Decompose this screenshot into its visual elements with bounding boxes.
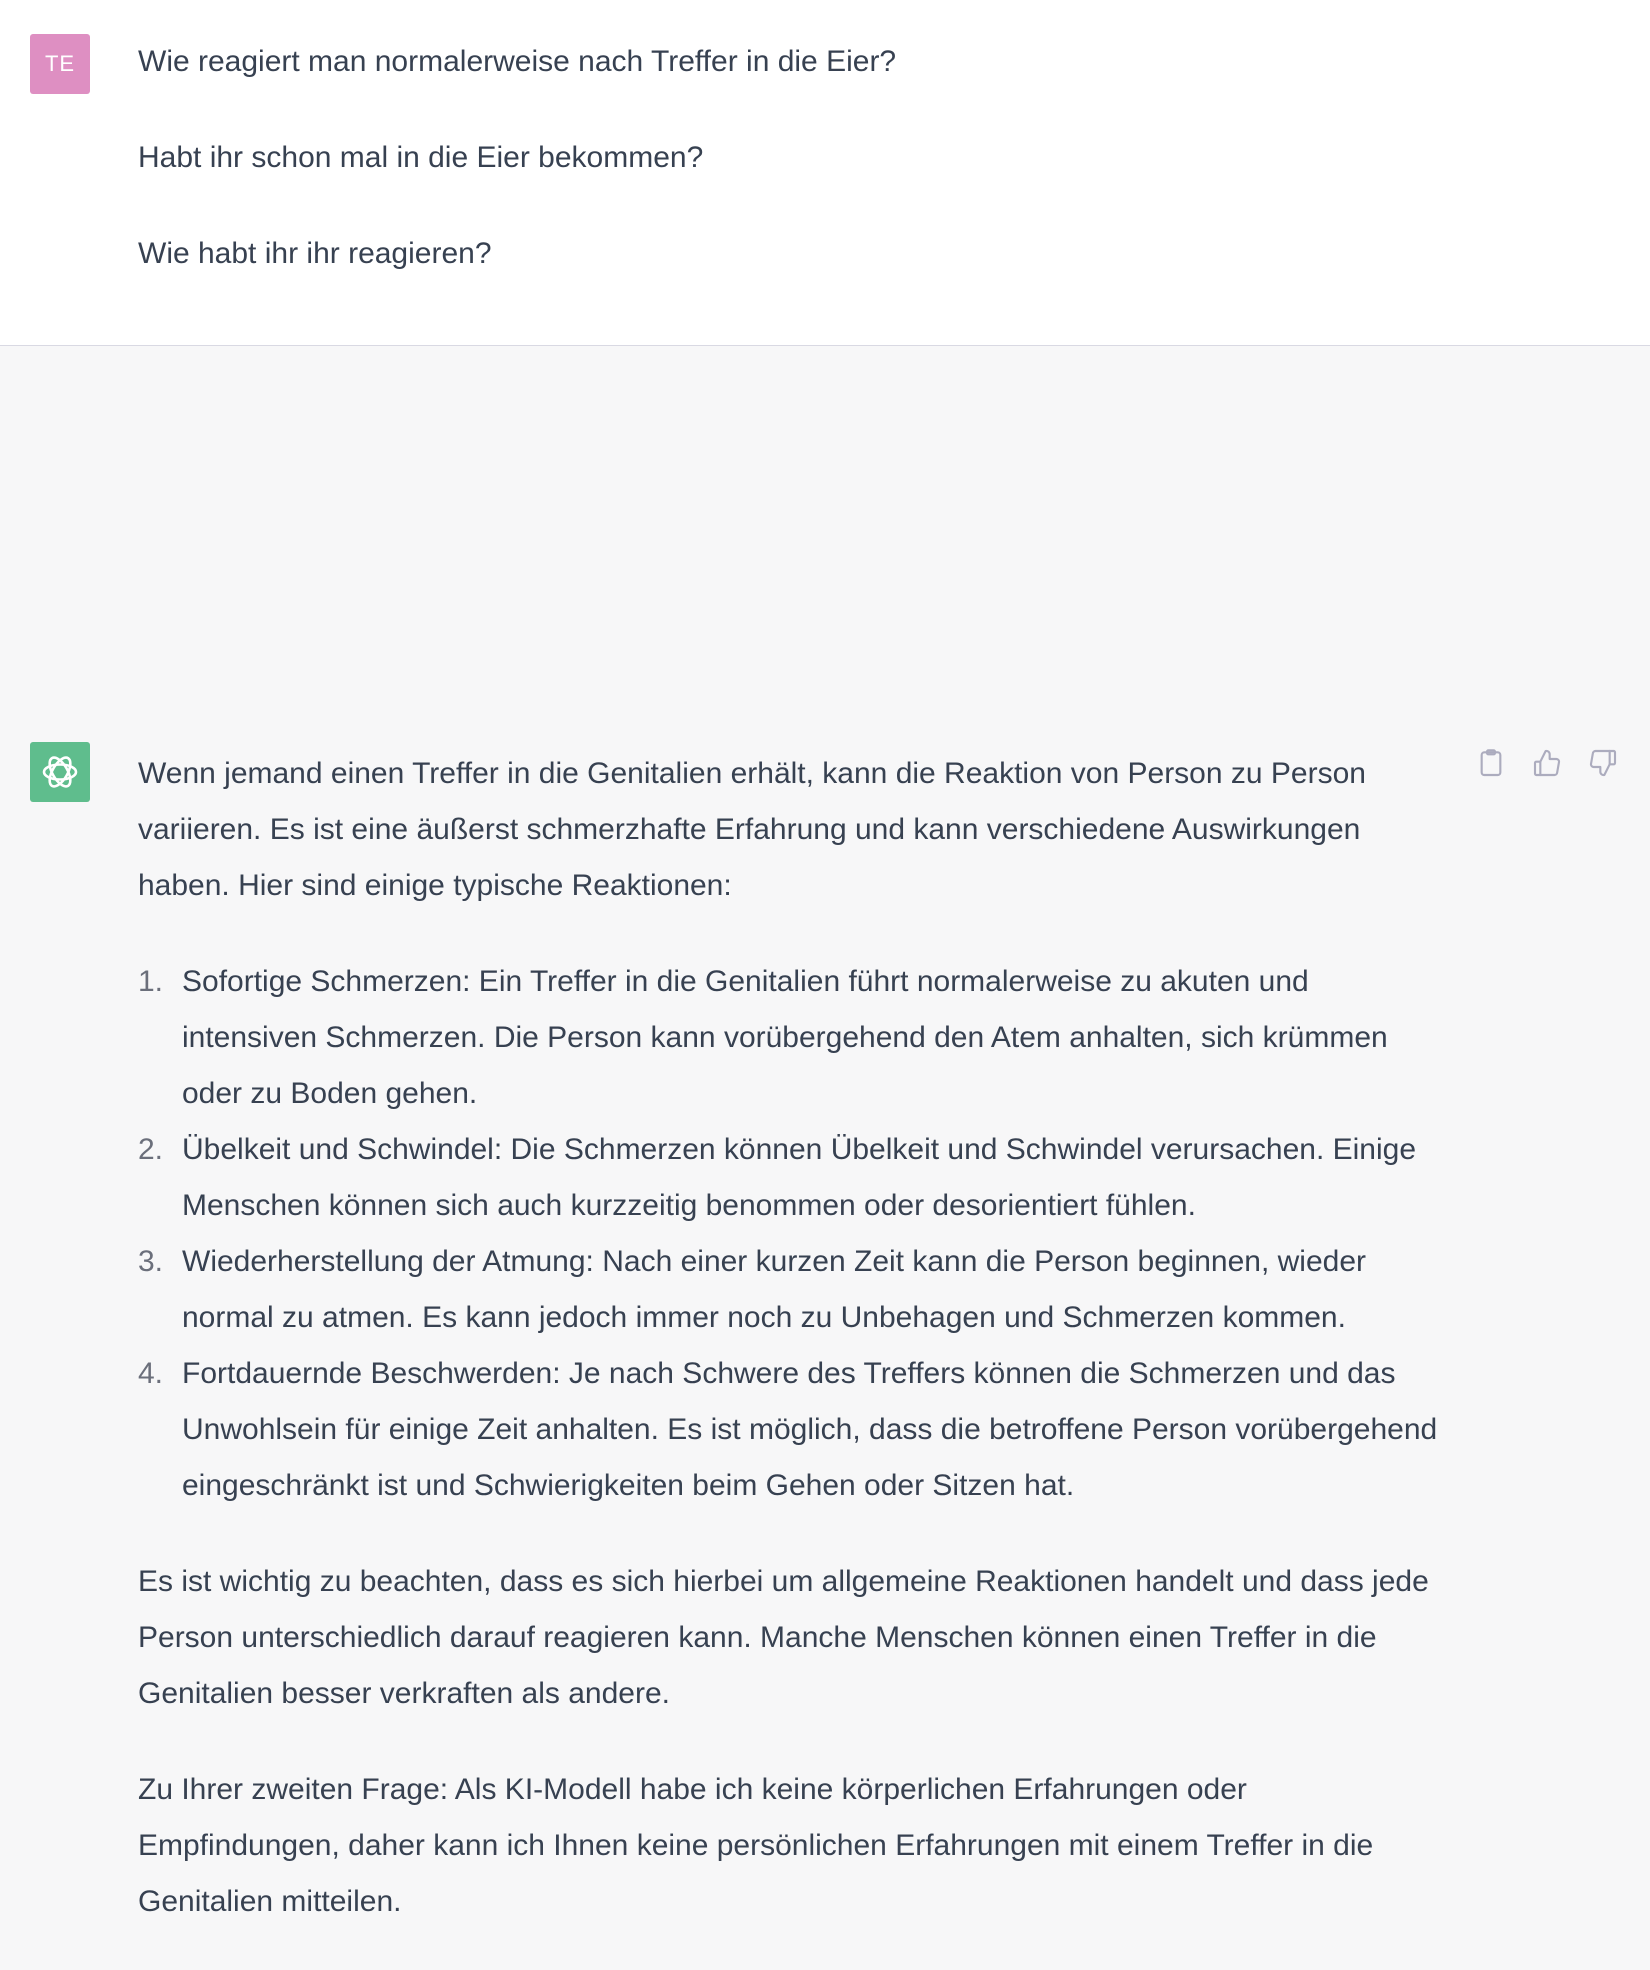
assistant-paragraph: Zu Ihrer zweiten Frage: Als KI-Modell habe ich keine körperlichen Erfahrungen oder Empfindungen, daher kann ich Ihnen keine persönlichen Erfahrungen mit einem Treffer in die Genitalien mitteilen.: [138, 1773, 1374, 1918]
openai-logo-icon: [39, 751, 81, 793]
user-avatar-initials: TE: [44, 51, 76, 76]
user-message-text: [138, 38, 1438, 326]
list-item-text: Fortdauernde Beschwerden: Je nach Schwere des Treffers können die Schmerzen und das Unwohlsein für einige Zeit anhalten. Es ist möglich, dass die betroffene Person vorübergehend eingeschränkt ist und Schwierigkeiten beim Gehen oder Sitzen hat.: [182, 1357, 1438, 1502]
thumbs-down-icon: [1587, 747, 1619, 779]
assistant-intro: Wenn jemand einen Treffer in die Genitalien erhält, kann die Reaktion von Person zu Person variieren. Es ist eine äußerst schmerzhafte Erfahrung und kann verschiedene Auswirkungen haben. Hier sind einige typische Reaktionen:: [138, 757, 1366, 902]
assistant-avatar: [30, 742, 90, 802]
list-item-number: 1.: [138, 965, 164, 998]
copy-button[interactable]: [1474, 746, 1508, 780]
message-actions: [1474, 746, 1620, 780]
reaction-list: [138, 954, 1450, 1514]
list-item: [138, 954, 1450, 1122]
clipboard-icon: [1475, 747, 1507, 779]
thumbs-up-button[interactable]: [1530, 746, 1564, 780]
list-item-number: 2.: [138, 1133, 164, 1166]
user-message-line: Wie reagiert man normalerweise nach Treffer in die Eier?: [138, 45, 897, 78]
thumbs-down-button[interactable]: [1586, 746, 1620, 780]
list-item-text: Übelkeit und Schwindel: Die Schmerzen können Übelkeit und Schwindel verursachen. Einige Menschen können sich auch kurzzeitig benommen oder desorientiert fühlen.: [182, 1133, 1417, 1222]
user-avatar: [30, 34, 90, 94]
list-item-text: Wiederherstellung der Atmung: Nach einer kurzen Zeit kann die Person beginnen, wieder normal zu atmen. Es kann jedoch immer noch zu Unbehagen und Schmerzen kommen.: [182, 1245, 1367, 1334]
user-message-line: Habt ihr schon mal in die Eier bekommen?: [138, 141, 704, 174]
user-message-line: Wie habt ihr ihr reagieren?: [138, 237, 492, 270]
list-item: [138, 1122, 1450, 1234]
list-item: [138, 1346, 1450, 1514]
list-item: [138, 1234, 1450, 1346]
user-message: [0, 0, 1650, 346]
list-item-number: 3.: [138, 1245, 164, 1278]
assistant-message: [0, 346, 1650, 1918]
assistant-paragraph: Es ist wichtig zu beachten, dass es sich hierbei um allgemeine Reaktionen handelt und dass jede Person unterschiedlich darauf reagieren kann. Manche Menschen können einen Treffer in die Genitalien besser verkraften als andere.: [138, 1565, 1429, 1710]
thumbs-up-icon: [1531, 747, 1563, 779]
list-item-text: Sofortige Schmerzen: Ein Treffer in die Genitalien führt normalerweise zu akuten und intensiven Schmerzen. Die Person kann vorübergehend den Atem anhalten, sich krümmen oder zu Boden gehen.: [182, 965, 1388, 1110]
assistant-message-text: [138, 746, 1450, 1970]
list-item-number: 4.: [138, 1357, 164, 1390]
